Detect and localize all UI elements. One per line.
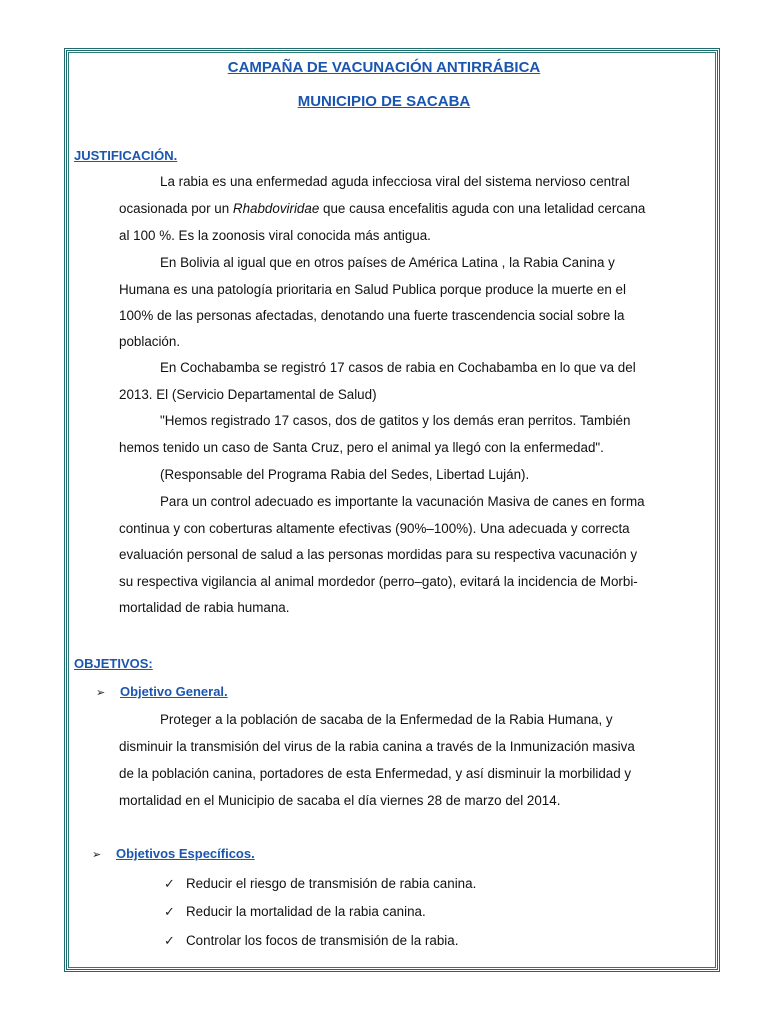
document-title: CAMPAÑA DE VACUNACIÓN ANTIRRÁBICA: [227, 59, 541, 76]
paragraph-line: La rabia es una enfermedad aguda infecciosa viral del sistema nervioso central: [160, 174, 630, 189]
paragraph-line: disminuir la transmisión del virus de la rabia canina a través de la Inmunización masiva: [119, 739, 635, 754]
section-heading-objetivos: OBJETIVOS:: [74, 656, 153, 671]
paragraph-line: su respectiva vigilancia al animal mordedor (perro–gato), evitará la incidencia de Morbi-: [119, 574, 638, 589]
paragraph-line: Humana es una patología prioritaria en Salud Publica porque produce la muerte en el: [119, 282, 626, 297]
paragraph-line: Para un control adecuado es importante la vacunación Masiva de canes en forma: [160, 494, 645, 509]
paragraph-line: (Responsable del Programa Rabia del Sedes, Libertad Luján).: [160, 467, 530, 482]
paragraph-line: de la población canina, portadores de esta Enfermedad, y así disminuir la morbilidad y: [119, 766, 632, 781]
paragraph-line: población.: [119, 334, 181, 349]
paragraph-line: continua y con coberturas altamente efectivas (90%–100%). Una adecuada y correcta: [119, 521, 630, 536]
arrow-bullet-icon: ➢: [96, 687, 106, 699]
paragraph-line: 2013. El (Servicio Departamental de Salud): [119, 387, 377, 402]
paragraph-line: evaluación personal de salud a las personas mordidas para su respectiva vacunación y: [119, 547, 638, 562]
paragraph-line: Proteger a la población de sacaba de la Enfermedad de la Rabia Humana, y: [160, 712, 613, 727]
paragraph-line: 100% de las personas afectadas, denotando una fuerte trascendencia social sobre la: [119, 308, 625, 323]
list-item: Controlar los focos de transmisión de la rabia.: [186, 933, 459, 948]
checkmark-icon: ✓: [164, 876, 175, 891]
document-subtitle: MUNICIPIO DE SACABA: [297, 93, 471, 110]
paragraph-line: En Bolivia al igual que en otros países de América Latina , la Rabia Canina y: [160, 255, 615, 270]
list-item: Reducir el riesgo de transmisión de rabia canina.: [186, 876, 477, 891]
paragraph-line: mortalidad de rabia humana.: [119, 600, 290, 615]
paragraph-line: En Cochabamba se registró 17 casos de rabia en Cochabamba en lo que va del: [160, 360, 636, 375]
paragraph-line: mortalidad en el Municipio de sacaba el día viernes 28 de marzo del 2014.: [119, 793, 561, 808]
subheading-objetivos-especificos: Objetivos Específicos.: [116, 846, 255, 861]
paragraph-line: al 100 %. Es la zoonosis viral conocida más antigua.: [119, 228, 431, 243]
checkmark-icon: ✓: [164, 933, 175, 948]
italic-term: Rhabdoviridae: [232, 201, 320, 216]
checkmark-icon: ✓: [164, 904, 175, 919]
subheading-objetivo-general: Objetivo General.: [120, 684, 228, 699]
paragraph-line: ocasionada por un Rhabdoviridae que causa encefalitis aguda con una letalidad cercana: [119, 201, 646, 216]
paragraph-line: hemos tenido un caso de Santa Cruz, pero el animal ya llegó con la enfermedad".: [119, 440, 604, 455]
section-heading-justificacion: JUSTIFICACIÓN.: [74, 148, 178, 163]
arrow-bullet-icon: ➢: [92, 849, 102, 861]
paragraph-line: "Hemos registrado 17 casos, dos de gatitos y los demás eran perritos. También: [160, 413, 631, 428]
list-item: Reducir la mortalidad de la rabia canina.: [186, 904, 426, 919]
